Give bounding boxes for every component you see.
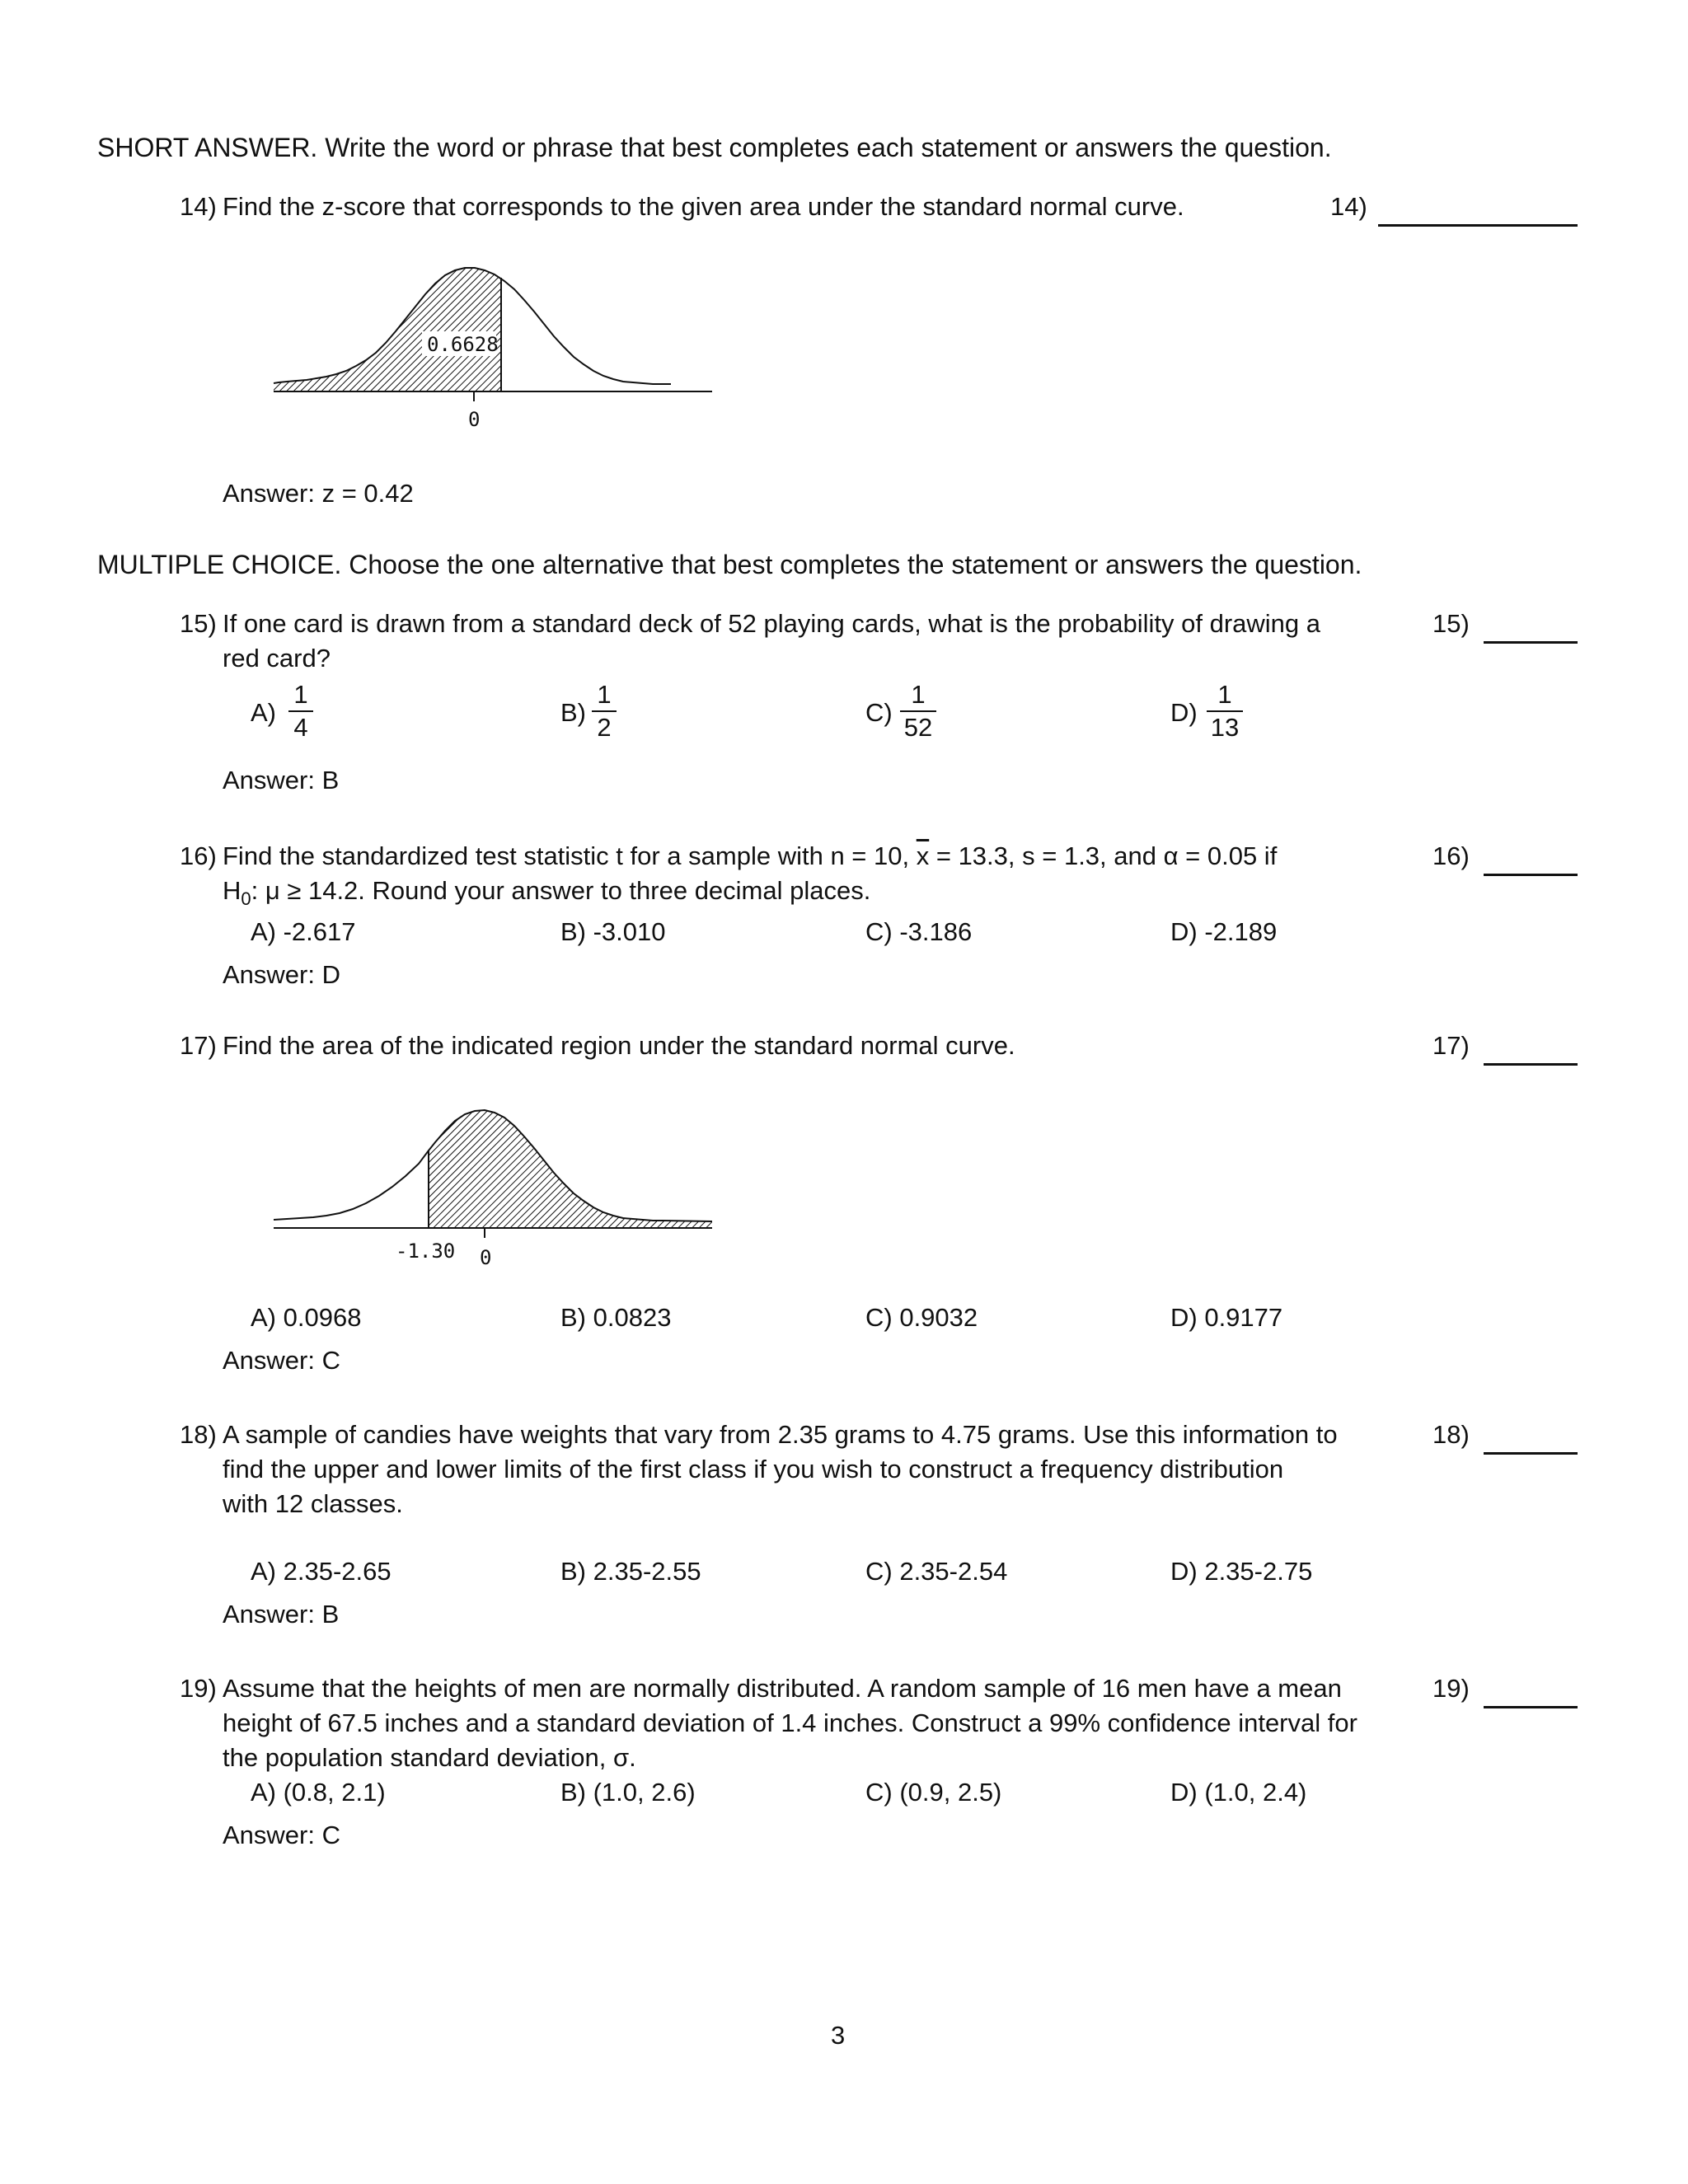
q18-choice-c: C) 2.35-2.54 (865, 1557, 1008, 1586)
q17-number: 17) (180, 1031, 217, 1060)
q15-answer: Answer: B (223, 766, 340, 794)
q14-answer-blank[interactable] (1378, 224, 1578, 227)
q15-choice-b-fraction: 1 2 (592, 681, 617, 742)
q15-line1: If one card is drawn from a standard deck of 52 playing cards, what is the probability of drawing a (223, 609, 1320, 638)
q17-margin-number: 17) (1432, 1031, 1470, 1060)
q19-line3: the population standard deviation, σ. (223, 1743, 636, 1772)
q14-normal-curve-figure (264, 260, 725, 437)
q17-choice-b: B) 0.0823 (560, 1303, 672, 1332)
q18-margin-number: 18) (1432, 1420, 1470, 1449)
q19-choice-a: A) (0.8, 2.1) (251, 1778, 386, 1807)
q17-normal-curve-figure (264, 1096, 725, 1273)
q17-choice-c: C) 0.9032 (865, 1303, 978, 1332)
q16-margin-number: 16) (1432, 841, 1470, 870)
q18-answer-blank[interactable] (1484, 1452, 1578, 1455)
q15-choice-a-fraction: 1 4 (288, 681, 313, 742)
q19-answer: Answer: C (223, 1821, 340, 1849)
q16-choice-b: B) -3.010 (560, 917, 666, 946)
q19-line1: Assume that the heights of men are normally distributed. A random sample of 16 men have a mean (223, 1674, 1342, 1703)
q18-line1: A sample of candies have weights that vary from 2.35 grams to 4.75 grams. Use this information to (223, 1420, 1338, 1449)
q14-number: 14) (180, 192, 217, 221)
q17-answer-blank[interactable] (1484, 1063, 1578, 1066)
short-answer-header: SHORT ANSWER. Write the word or phrase that best completes each statement or answers the question. (97, 133, 1332, 162)
q16-line1: Find the standardized test statistic t for a sample with n = 10, $\overline{x} = 13.3$, s = 1.3, and α = 0.05 if (223, 841, 1278, 870)
q17-zero-label: 0 (480, 1246, 492, 1269)
q16-choice-c: C) -3.186 (865, 917, 973, 946)
q19-number: 19) (180, 1674, 217, 1703)
q19-choice-b: B) (1.0, 2.6) (560, 1778, 696, 1807)
q15-choice-b-letter: B) (560, 698, 586, 727)
q17-choice-a: A) 0.0968 (251, 1303, 362, 1332)
q19-margin-number: 19) (1432, 1674, 1470, 1703)
q16-number: 16) (180, 841, 217, 870)
q19-answer-blank[interactable] (1484, 1706, 1578, 1708)
q19-choice-d: D) (1.0, 2.4) (1170, 1778, 1307, 1807)
q16-choice-a: A) -2.617 (251, 917, 356, 946)
q16-choice-d: D) -2.189 (1170, 917, 1278, 946)
q14-answer: Answer: z = 0.42 (223, 479, 414, 508)
q18-number: 18) (180, 1420, 217, 1449)
q15-choice-a-letter: A) (251, 698, 276, 727)
q15-number: 15) (180, 609, 217, 638)
q17-choice-d: D) 0.9177 (1170, 1303, 1283, 1332)
q14-margin-number: 14) (1330, 192, 1367, 221)
q15-answer-blank[interactable] (1484, 641, 1578, 644)
q19-choice-c: C) (0.9, 2.5) (865, 1778, 1002, 1807)
q16-line2: $H_0$: μ ≥ 14.2. Round your answer to three decimal places. (223, 876, 871, 910)
q18-choice-a: A) 2.35-2.65 (251, 1557, 392, 1586)
q17-text: Find the area of the indicated region under the standard normal curve. (223, 1031, 1015, 1060)
q17-answer: Answer: C (223, 1346, 340, 1375)
q15-choice-c-letter: C) (865, 698, 893, 727)
q15-choice-d-letter: D) (1170, 698, 1198, 727)
q14-area-label: 0.6628 (427, 333, 499, 356)
q15-choice-c-fraction: 1 52 (900, 681, 936, 742)
multiple-choice-header: MULTIPLE CHOICE. Choose the one alternative that best completes the statement or answers the question. (97, 550, 1362, 579)
q18-line2: find the upper and lower limits of the first class if you wish to construct a frequency distribution (223, 1455, 1284, 1483)
q17-left-label: -1.30 (396, 1240, 456, 1263)
q14-zero-label: 0 (468, 408, 481, 431)
q18-line3: with 12 classes. (223, 1489, 403, 1518)
q18-choice-b: B) 2.35-2.55 (560, 1557, 701, 1586)
q18-answer: Answer: B (223, 1600, 340, 1629)
q15-line2: red card? (223, 644, 331, 673)
q15-margin-number: 15) (1432, 609, 1470, 638)
page-number: 3 (831, 2021, 846, 2050)
q15-choice-d-fraction: 1 13 (1207, 681, 1243, 742)
q14-text: Find the z-score that corresponds to the given area under the standard normal curve. (223, 192, 1184, 221)
q16-answer: Answer: D (223, 960, 340, 989)
q16-answer-blank[interactable] (1484, 874, 1578, 876)
q18-choice-d: D) 2.35-2.75 (1170, 1557, 1313, 1586)
q19-line2: height of 67.5 inches and a standard deviation of 1.4 inches. Construct a 99% confidence interval for (223, 1708, 1357, 1737)
